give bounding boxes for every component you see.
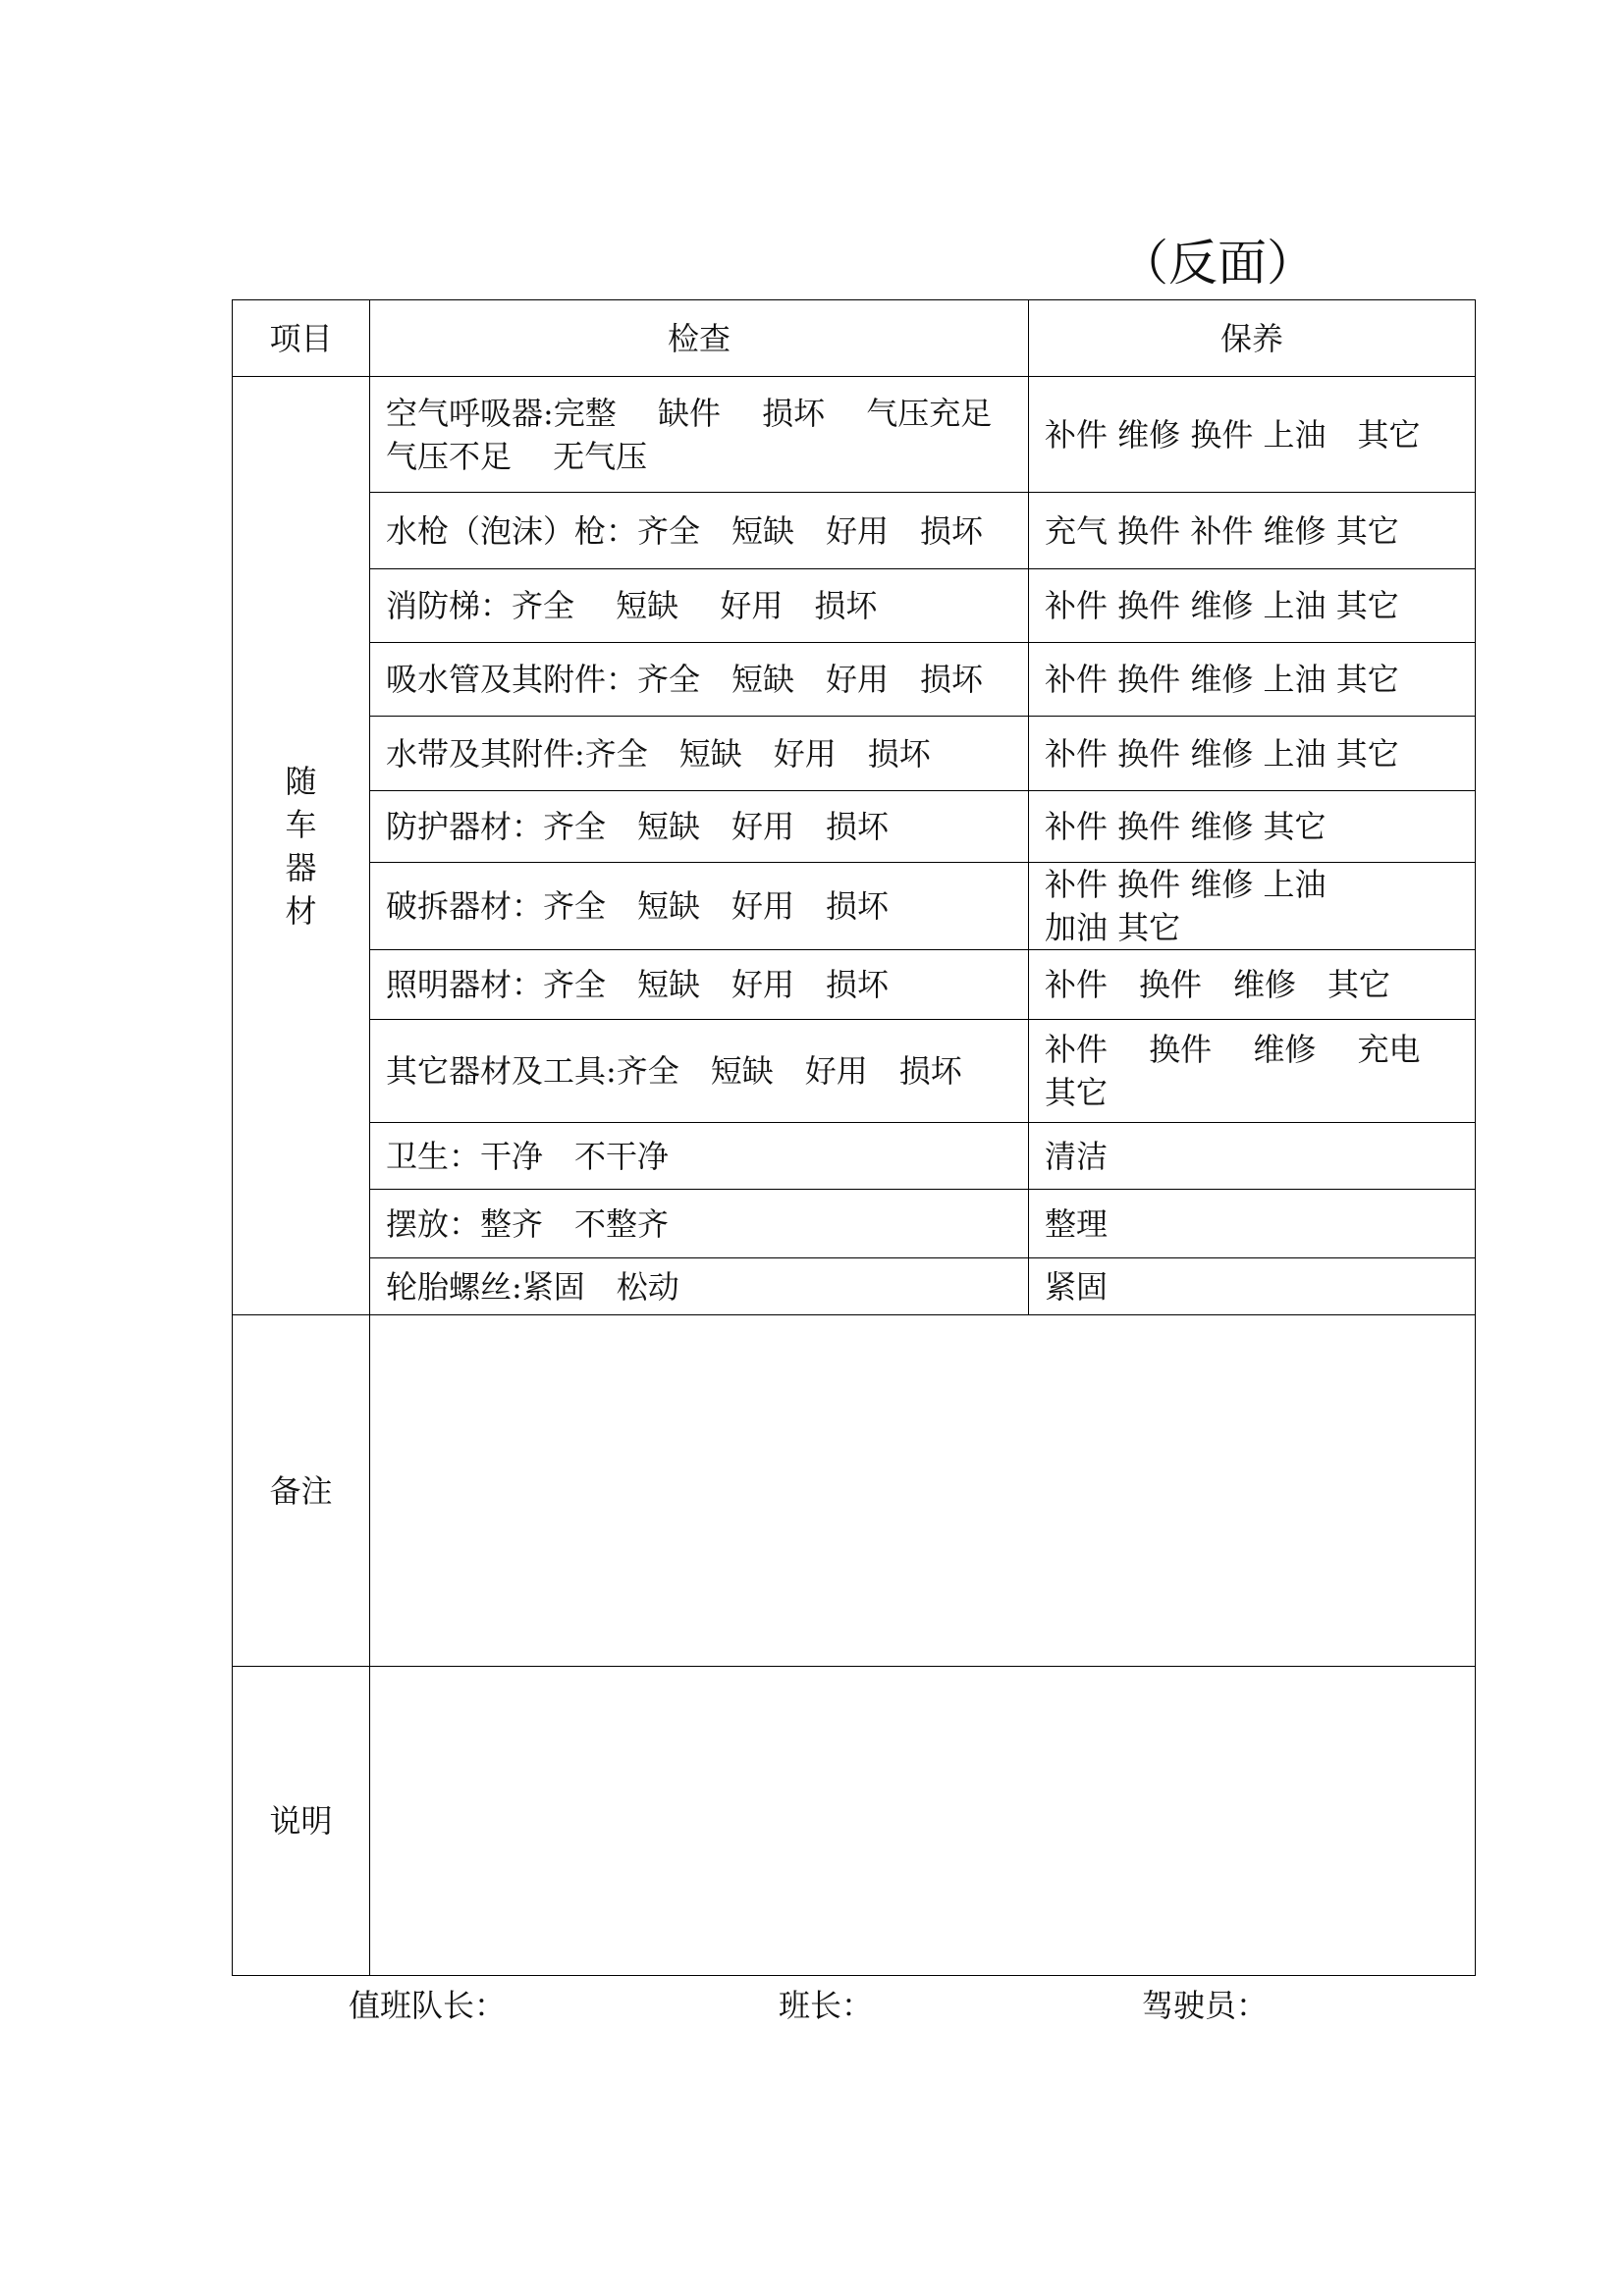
maintain-cell: 补件 换件 维修 上油 其它 — [1029, 643, 1476, 717]
check-cell: 卫生：干净 不干净 — [370, 1123, 1029, 1190]
check-cell: 空气呼吸器:完整 缺件 损坏 气压充足 气压不足 无气压 — [370, 377, 1029, 493]
notes-field[interactable] — [370, 1667, 1476, 1976]
check-cell: 吸水管及其附件：齐全 短缺 好用 损坏 — [370, 643, 1029, 717]
maintain-cell: 补件 换件 维修 上油 加油 其它 — [1029, 863, 1476, 950]
table-row — [233, 950, 1476, 1020]
header-maintain: 保养 — [1029, 300, 1476, 377]
check-cell: 消防梯：齐全 短缺 好用 损坏 — [370, 569, 1029, 643]
maintain-cell: 整理 — [1029, 1190, 1476, 1258]
driver-signature-label: 驾驶员： — [1142, 1987, 1269, 2024]
page-side-title: （反面） — [1119, 235, 1316, 292]
group-label-char: 随 — [285, 762, 317, 800]
check-cell: 照明器材：齐全 短缺 好用 损坏 — [370, 950, 1029, 1020]
maintain-cell: 补件 换件 维修 上油 其它 — [1029, 717, 1476, 791]
notes-label: 说明 — [233, 1667, 370, 1976]
remarks-row — [233, 1315, 1476, 1667]
check-cell: 其它器材及工具:齐全 短缺 好用 损坏 — [370, 1020, 1029, 1123]
captain-signature-label: 值班队长： — [349, 1987, 507, 2024]
check-cell: 摆放：整齐 不整齐 — [370, 1190, 1029, 1258]
table-row — [233, 493, 1476, 569]
table-row — [233, 643, 1476, 717]
group-label — [233, 377, 370, 1315]
header-check: 检查 — [370, 300, 1029, 377]
notes-row — [233, 1667, 1476, 1976]
maintain-cell: 补件 维修 换件 上油 其它 — [1029, 377, 1476, 493]
table-row — [233, 1190, 1476, 1258]
maintain-cell: 补件 换件 维修 充电 其它 — [1029, 1020, 1476, 1123]
table-row — [233, 377, 1476, 493]
maintain-cell: 补件 换件 维修 其它 — [1029, 791, 1476, 863]
table-header-row — [233, 300, 1476, 377]
table-row — [233, 1020, 1476, 1123]
signature-footer — [0, 1975, 1624, 2034]
group-label-char: 器 — [285, 848, 317, 886]
inspection-table — [232, 299, 1476, 1976]
remarks-label: 备注 — [233, 1315, 370, 1667]
table-row — [233, 717, 1476, 791]
table-row — [233, 863, 1476, 950]
check-cell: 破拆器材：齐全 短缺 好用 损坏 — [370, 863, 1029, 950]
header-item: 项目 — [233, 300, 370, 377]
maintain-cell: 补件 换件 维修 上油 其它 — [1029, 569, 1476, 643]
check-cell: 水带及其附件:齐全 短缺 好用 损坏 — [370, 717, 1029, 791]
check-cell: 轮胎螺丝:紧固 松动 — [370, 1258, 1029, 1315]
table-row — [233, 1123, 1476, 1190]
maintain-cell: 补件 换件 维修 其它 — [1029, 950, 1476, 1020]
table-row — [233, 1258, 1476, 1315]
maintain-cell: 紧固 — [1029, 1258, 1476, 1315]
remarks-field[interactable] — [370, 1315, 1476, 1667]
check-cell: 水枪（泡沫）枪：齐全 短缺 好用 损坏 — [370, 493, 1029, 569]
maintain-cell: 充气 换件 补件 维修 其它 — [1029, 493, 1476, 569]
check-cell: 防护器材：齐全 短缺 好用 损坏 — [370, 791, 1029, 863]
monitor-signature-label: 班长： — [779, 1987, 874, 2024]
table-row — [233, 791, 1476, 863]
table-row — [233, 569, 1476, 643]
maintain-cell: 清洁 — [1029, 1123, 1476, 1190]
group-label-char: 材 — [285, 891, 317, 930]
group-label-char: 车 — [285, 805, 317, 843]
